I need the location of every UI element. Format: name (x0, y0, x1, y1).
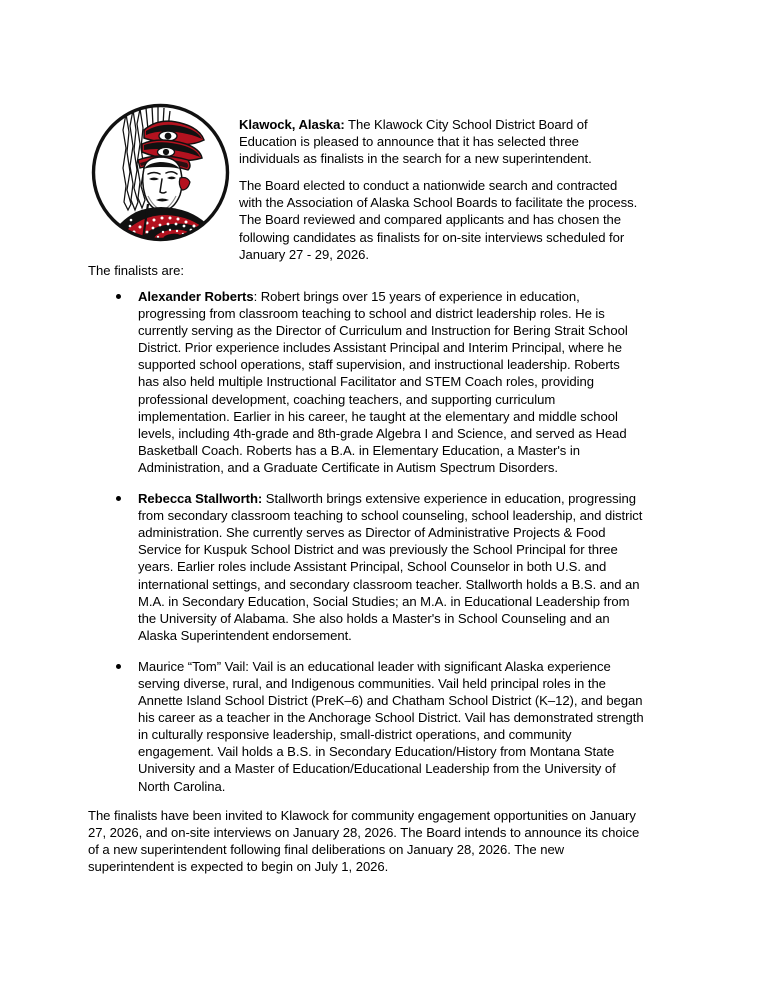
bullet-icon (116, 294, 121, 299)
klawock-school-district-seal-icon (88, 100, 233, 245)
finalist-name: Maurice “Tom” Vail (138, 658, 246, 674)
finalists-lead-line: The finalists are: (88, 263, 185, 278)
intro-paragraph-2: The Board elected to conduct a nationwide search and contracted with the Association of Alaska School Boards to facilitate the process. The Board reviewed and compared applicants and has chosen the following candidates as finalists for on-site interviews scheduled for January 27 - 29, 2026. (239, 178, 638, 262)
intro-paragraph-1 (239, 116, 640, 167)
finalist-bio: Stallworth brings extensive experience in education, progressing from secondary classroom teaching to school counseling, school leadership, and district administration. She currently serves as Director of Administrative Projects & Food Service for Kuspuk School District and was previously the School Principal for three years. Earlier roles include Assistant Principal, School Counselor in both U.S. and international settings, and secondary classroom teacher. Stallworth holds a B.S. and an M.A. in Secondary Education, Social Studies; an M.A. in Educational Leadership from the University of Alabama. She also holds a Master's in School Counseling and an Alaska Superintendent endorsement. (138, 491, 643, 643)
finalist-name: Alexander Roberts (138, 289, 254, 304)
bullet-icon (116, 664, 121, 669)
closing-paragraph: The finalists have been invited to Klawock for community engagement opportunities on January 27, 2026, and on-site interviews on January 28, 2026. The Board intends to announce its choice of a new superintendent following final deliberations on January 28, 2026. The new superintendent is expected to begin on July 1, 2026. (88, 808, 640, 875)
finalist-name-separator: : (253, 289, 258, 304)
finalist-name: Rebecca Stallworth (138, 491, 258, 507)
finalist-bio: Vail is an educational leader with significant Alaska experience serving diverse, rural, and Indigenous communities. Vail held principal roles in the Annette Island School District (PreK–6) and Chatham School District (K–12), and began his career as a teacher in the Anchorage School District. Vail has demonstrated strength in culturally responsive leadership, small-district operations, and community engagement. Vail holds a B.S. in Secondary Education/History from Montana State University and a Master of Education/Educational Leadership from the University of North Carolina. (138, 658, 644, 794)
intro-text-column (239, 100, 640, 263)
intro-paragraph-1-body: The Klawock City School District Board of Education is pleased to announce that it has selected three individuals as finalists in the search for a new superintendent. (239, 117, 592, 167)
bullet-icon (116, 496, 121, 501)
finalist-name-separator: : (257, 491, 263, 507)
list-item (88, 490, 644, 644)
finalist-name-separator: : (245, 658, 249, 674)
header-block (88, 100, 640, 263)
dateline-lead: Klawock, Alaska: (239, 117, 345, 132)
list-item (88, 288, 644, 476)
finalists-list (88, 288, 644, 795)
finalist-bio: Robert brings over 15 years of experience in education, progressing from classroom teaching to school and district leadership roles. He is currently serving as the Director of Curriculum and Instruction for Bering Strait School District. Prior experience includes Assistant Principal and Interim Principal, where he supported school operations, staff supervision, and instructional leadership. Roberts has also held multiple Instructional Facilitator and STEM Coach roles, providing professional development, coaching teachers, and supporting curriculum implementation. Earlier in his career, he taught at the elementary and middle school levels, including 4th-grade and 8th-grade Algebra I and Science, and served as Head Basketball Coach. Roberts has a B.A. in Elementary Education, a Master's in Administration, and a Graduate Certificate in Autism Spectrum Disorders. (138, 289, 628, 475)
list-item (88, 658, 644, 795)
